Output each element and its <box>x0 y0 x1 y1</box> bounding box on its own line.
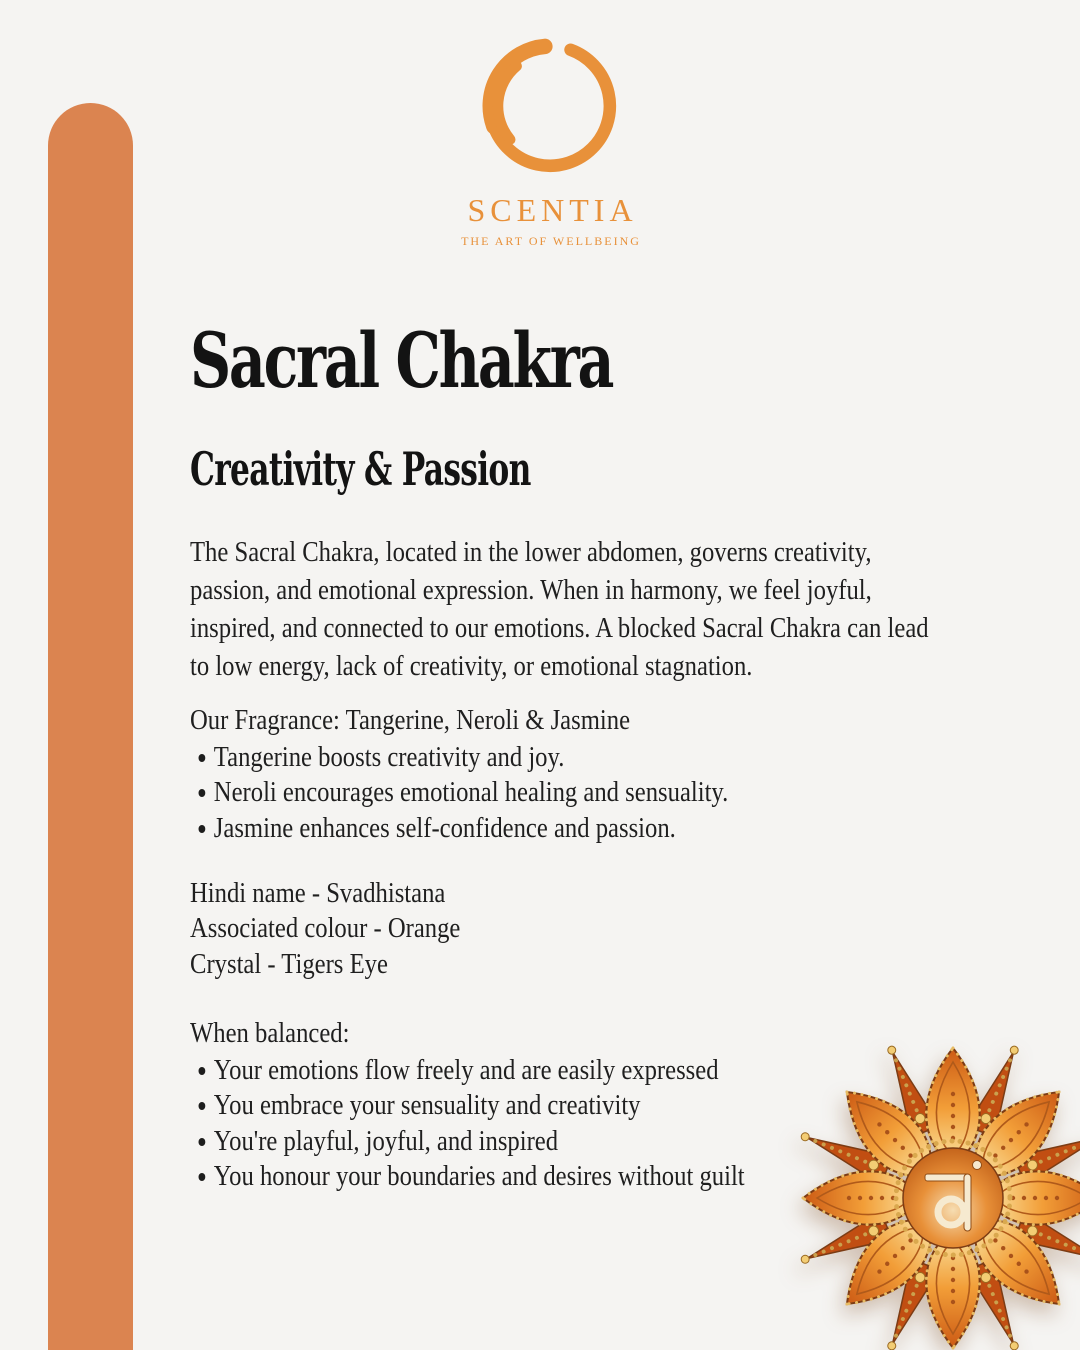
page-subtitle: Creativity & Passion <box>190 442 531 496</box>
enso-brush-circle-icon <box>468 24 632 188</box>
brand-tagline: THE ART OF WELLBEING <box>461 234 641 248</box>
fact-associated-colour: Associated colour - Orange <box>190 912 461 945</box>
intro-paragraph <box>190 533 1049 685</box>
fragrance-heading: Our Fragrance: Tangerine, Neroli & Jasmine <box>190 704 631 736</box>
bullet-dot <box>199 825 206 833</box>
page-title: Sacral Chakra <box>190 316 613 405</box>
bullet-dot <box>199 1067 206 1075</box>
fragrance-section <box>190 702 1049 846</box>
side-accent-bar <box>48 103 133 1350</box>
list-item-label: Jasmine enhances self-confidence and passion. <box>213 811 676 844</box>
list-item-label: Your emotions flow freely and are easily expressed <box>213 1054 719 1086</box>
list-item-label: You honour your boundaries and desires without guilt <box>213 1159 745 1192</box>
intro-line: passion, and emotional expression. When in harmony, we feel joyful, <box>190 574 872 606</box>
intro-line: The Sacral Chakra, located in the lower abdomen, governs creativity, <box>190 536 872 568</box>
bullet-dot <box>199 1173 206 1181</box>
when-balanced-heading: When balanced: <box>190 1017 350 1049</box>
fact-crystal: Crystal - Tigers Eye <box>190 947 388 980</box>
intro-line: inspired, and connected to our emotions. A blocked Sacral Chakra can lead <box>190 612 929 644</box>
fact-hindi-name: Hindi name - Svadhistana <box>190 877 446 909</box>
list-item <box>190 811 1049 846</box>
bullet-dot <box>199 754 206 762</box>
intro-line: to low energy, lack of creativity, or emotional stagnation. <box>190 650 753 682</box>
list-item-label: Tangerine boosts creativity and joy. <box>213 741 565 773</box>
list-item <box>190 775 1049 810</box>
list-item-label: Neroli encourages emotional healing and sensuality. <box>213 776 729 809</box>
brand-name: SCENTIA <box>467 192 638 228</box>
fragrance-list <box>190 740 1049 846</box>
brand-logo <box>459 24 641 249</box>
bullet-dot <box>199 1138 206 1146</box>
facts-section <box>190 876 1049 982</box>
sacral-chakra-symbol <box>783 1028 1080 1350</box>
list-item-label: You embrace your sensuality and creativity <box>213 1089 641 1122</box>
bullet-dot <box>199 1102 206 1110</box>
list-item-label: You're playful, joyful, and inspired <box>213 1124 559 1157</box>
list-item <box>190 740 1049 775</box>
bullet-dot <box>199 789 206 797</box>
